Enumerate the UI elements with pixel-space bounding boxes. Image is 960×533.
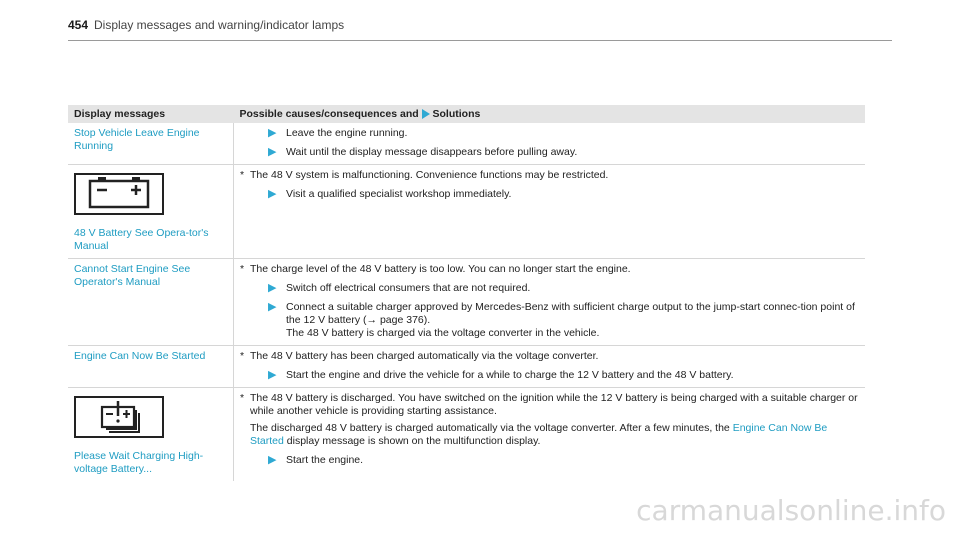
display-message: 48 V Battery See Opera-tor's Manual: [74, 227, 209, 252]
battery-charging-icon: [74, 396, 164, 438]
display-messages-table: [68, 105, 865, 481]
col-header-display-messages: Display messages: [68, 105, 234, 123]
asterisk-icon: *: [240, 392, 245, 404]
step-arrow-icon: ▶: [268, 146, 277, 158]
48v-battery-icon: [74, 173, 164, 215]
step-arrow-icon: ▶: [268, 188, 277, 200]
step-arrow-icon: ▶: [268, 301, 277, 313]
table-row: Stop Vehicle Leave Engine Running ▶ Leave the engine running. ▶ Wait until the display message disappears before pulling away.: [68, 123, 865, 165]
watermark: carmanualsonline.info: [636, 494, 946, 527]
table-header-row: [68, 105, 865, 123]
table-row: Please Wait Charging High-voltage Battery... * The 48 V battery is discharged. You have switched on the ignition while the 12 V battery is being charged with a suitable charger or while another vehicle is providing starting assistance. The discharged 48 V battery is charged automatically via the voltage converter. After a few minutes, the Engine Can Now Be Started display message is shown on the multifunction display. ▶ Start the engine.: [68, 388, 865, 482]
engine-can-now-be-started-link: Engine Can Now Be Started: [250, 422, 828, 447]
display-message: Stop Vehicle Leave Engine Running: [74, 127, 200, 152]
page-number: 454: [68, 18, 89, 32]
page-header: [68, 16, 892, 41]
solutions-arrow-icon: [422, 109, 430, 119]
page-title: Display messages and warning/indicator lamps: [94, 18, 345, 32]
display-message: Cannot Start Engine See Operator's Manual: [74, 263, 191, 288]
table-row: 48 V Battery See Opera-tor's Manual * The 48 V system is malfunctioning. Convenience functions may be restricted. ▶ Visit a qualified specialist workshop immediately.: [68, 165, 865, 259]
table-row: Engine Can Now Be Started * The 48 V battery has been charged automatically via the voltage converter. ▶ Start the engine and drive the vehicle for a while to charge the 12 V battery and the 48 V battery.: [68, 346, 865, 388]
display-message: Please Wait Charging High-voltage Battery...: [74, 450, 204, 475]
step-arrow-icon: ▶: [268, 454, 277, 466]
step-arrow-icon: ▶: [268, 369, 277, 381]
step-arrow-icon: ▶: [268, 282, 277, 294]
display-message: Engine Can Now Be Started: [74, 350, 206, 362]
step-arrow-icon: ▶: [268, 127, 277, 139]
col-header-causes-solutions: Possible causes/consequences and Solutions: [234, 105, 866, 123]
asterisk-icon: *: [240, 350, 245, 362]
table-row: Cannot Start Engine See Operator's Manual * The charge level of the 48 V battery is too low. You can no longer start the engine. ▶ Switch off electrical consumers that are not required. ▶ Connect a suitable charger approved by Mercedes-Benz with sufficient charge output to the jump-start connec-tion point of the 12 V battery (→ page 376). The 48 V battery is charged via the voltage converter in the vehicle.: [68, 259, 865, 346]
asterisk-icon: *: [240, 169, 245, 181]
asterisk-icon: *: [240, 263, 245, 275]
